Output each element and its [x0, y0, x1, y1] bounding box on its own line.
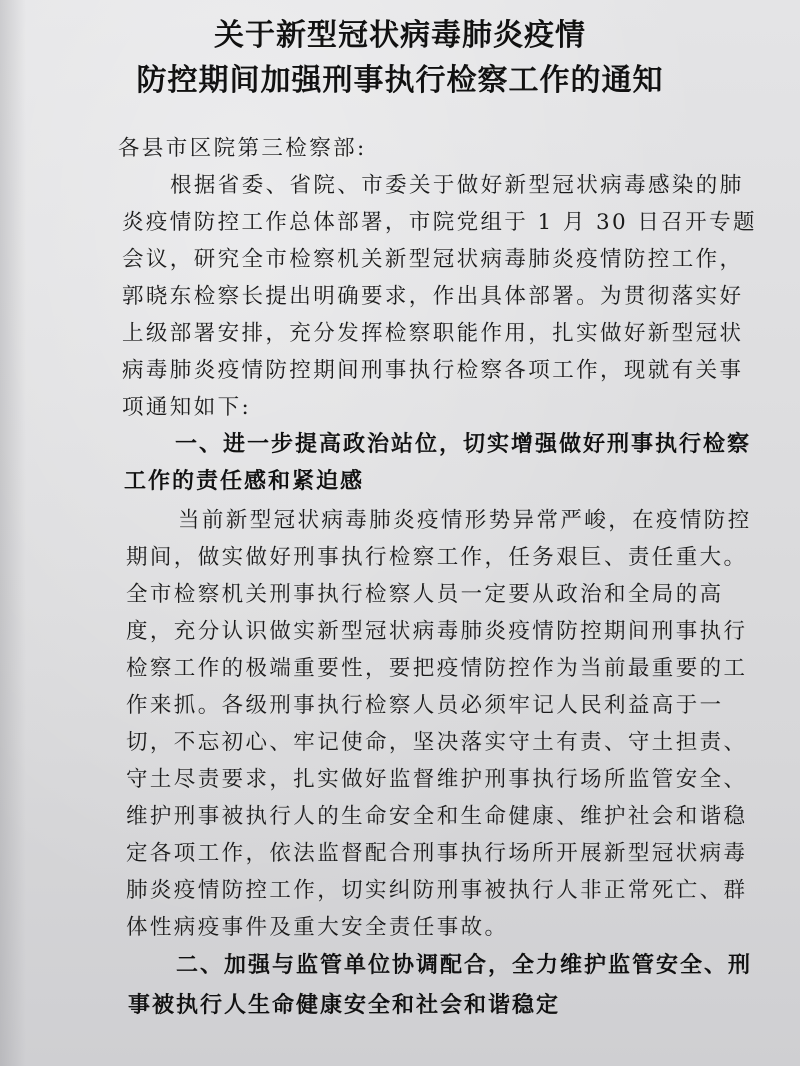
section-1-heading: 一、进一步提高政治站位，切实增强做好刑事执行检察	[175, 432, 752, 457]
section-1-heading: 工作的责任感和紧迫感	[124, 469, 365, 494]
paragraph-line: 炎疫情防控工作总体部署，市院党组于 1 月 30 日召开专题	[122, 210, 757, 235]
paragraph-line: 会议，研究全市检察机关新型冠状病毒肺炎疫情防控工作，	[122, 247, 744, 272]
paragraph-line: 根据省委、省院、市委关于做好新型冠状病毒感染的肺	[170, 173, 744, 198]
section-1-line: 期间，做实做好刑事执行检察工作，任务艰巨、责任重大。	[126, 545, 748, 570]
section-1-line: 维护刑事被执行人的生命安全和生命健康、维护社会和谐稳	[126, 804, 748, 829]
section-1-line: 肺炎疫情防控工作，切实纠防刑事被执行人非正常死亡、群	[126, 878, 748, 903]
section-1-line: 全市检察机关刑事执行检察人员一定要从政治和全局的高	[126, 582, 724, 607]
section-1-line: 检察工作的极端重要性，要把疫情防控作为当前最重要的工	[126, 656, 748, 681]
section-1-line: 作来抓。各级刑事执行检察人员必须牢记人民利益高于一	[126, 693, 724, 718]
document-title-line-1: 关于新型冠状病毒肺炎疫情	[214, 18, 586, 53]
paragraph-line: 项通知如下:	[122, 395, 252, 420]
section-1-line: 当前新型冠状病毒肺炎疫情形势异常严峻，在疫情防控	[178, 508, 752, 533]
document-title-line-2: 防控期间加强刑事执行检察工作的通知	[136, 63, 664, 98]
section-1-line: 体性病疫事件及重大安全责任事故。	[126, 915, 509, 940]
addressee: 各县市区院第三检察部:	[118, 136, 367, 161]
section-1-line: 切，不忘初心、牢记使命，坚决落实守土有责、守土担责、	[126, 730, 748, 755]
page-shadow	[0, 0, 26, 1066]
paragraph-line: 上级部署安排，充分发挥检察职能作用，扎实做好新型冠状	[122, 321, 744, 346]
section-2-heading: 二、加强与监管单位协调配合，全力维护监管安全、刑	[176, 953, 753, 978]
section-1-line: 守土尽责要求，扎实做好监督维护刑事执行场所监管安全、	[126, 767, 748, 792]
paragraph-line: 郭晓东检察长提出明确要求，作出具体部署。为贯彻落实好	[122, 284, 744, 309]
section-1-line: 定各项工作，依法监督配合刑事执行场所开展新型冠状病毒	[126, 841, 748, 866]
paragraph-line: 病毒肺炎疫情防控期间刑事执行检察各项工作，现就有关事	[122, 358, 744, 383]
section-2-heading: 事被执行人生命健康安全和社会和谐稳定	[128, 993, 561, 1018]
section-1-line: 度，充分认识做实新型冠状病毒肺炎疫情防控期间刑事执行	[126, 619, 748, 644]
